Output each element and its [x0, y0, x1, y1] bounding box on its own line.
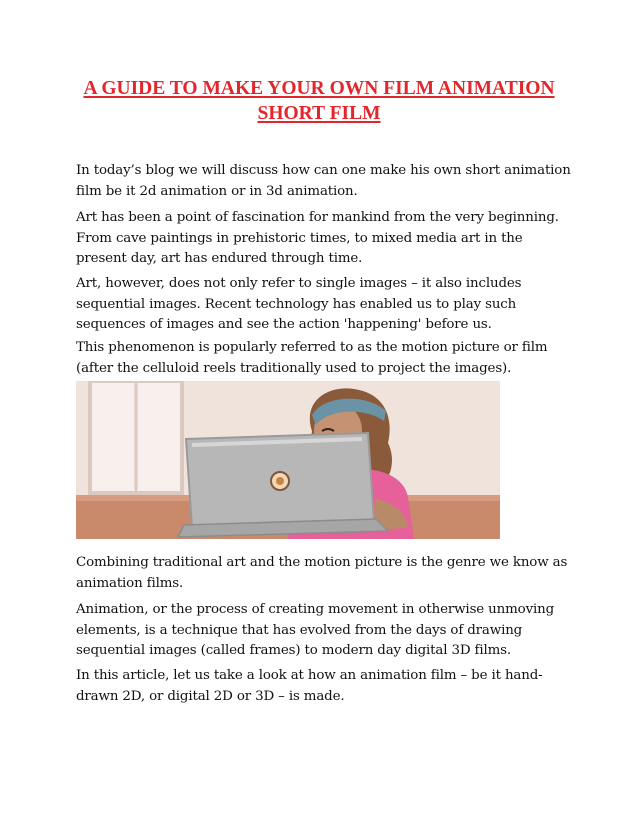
illustration-svg [76, 381, 500, 539]
paragraph-article-intro: In this article, let us take a look at how an animation film – be it hand-drawn 2D, or digital 2D or 3D – is made. [76, 668, 543, 704]
document-title: A GUIDE TO MAKE YOUR OWN FILM ANIMATION SHORT FILM [83, 78, 555, 124]
laptop-logo-center [276, 477, 284, 485]
paragraph-animation-definition: Animation, or the process of creating movement in otherwise unmoving elements, is a technique that has evolved from the days of drawing sequential images (called frames) to modern day digital 3D films. [76, 602, 555, 658]
paragraph-sequential-images: Art, however, does not only refer to single images – it also includes sequential images. Recent technology has enabled us to play such sequences of images and see the action 'happening' before us. [76, 276, 522, 332]
paragraph-motion-picture: This phenomenon is popularly referred to as the motion picture or film (after the celluloid reels traditionally used to project the images). [76, 340, 548, 376]
paragraph-intro: In today’s blog we will discuss how can one make his own short animation film be it 2d animation or in 3d animation. [76, 163, 571, 199]
paragraph-animation-genre: Combining traditional art and the motion picture is the genre we know as animation films. [76, 555, 568, 591]
woman-at-laptop-illustration [76, 381, 500, 539]
paragraph-art-history: Art has been a point of fascination for mankind from the very beginning. From cave paintings in prehistoric times, to mixed media art in the present day, art has endured through time. [76, 210, 559, 266]
